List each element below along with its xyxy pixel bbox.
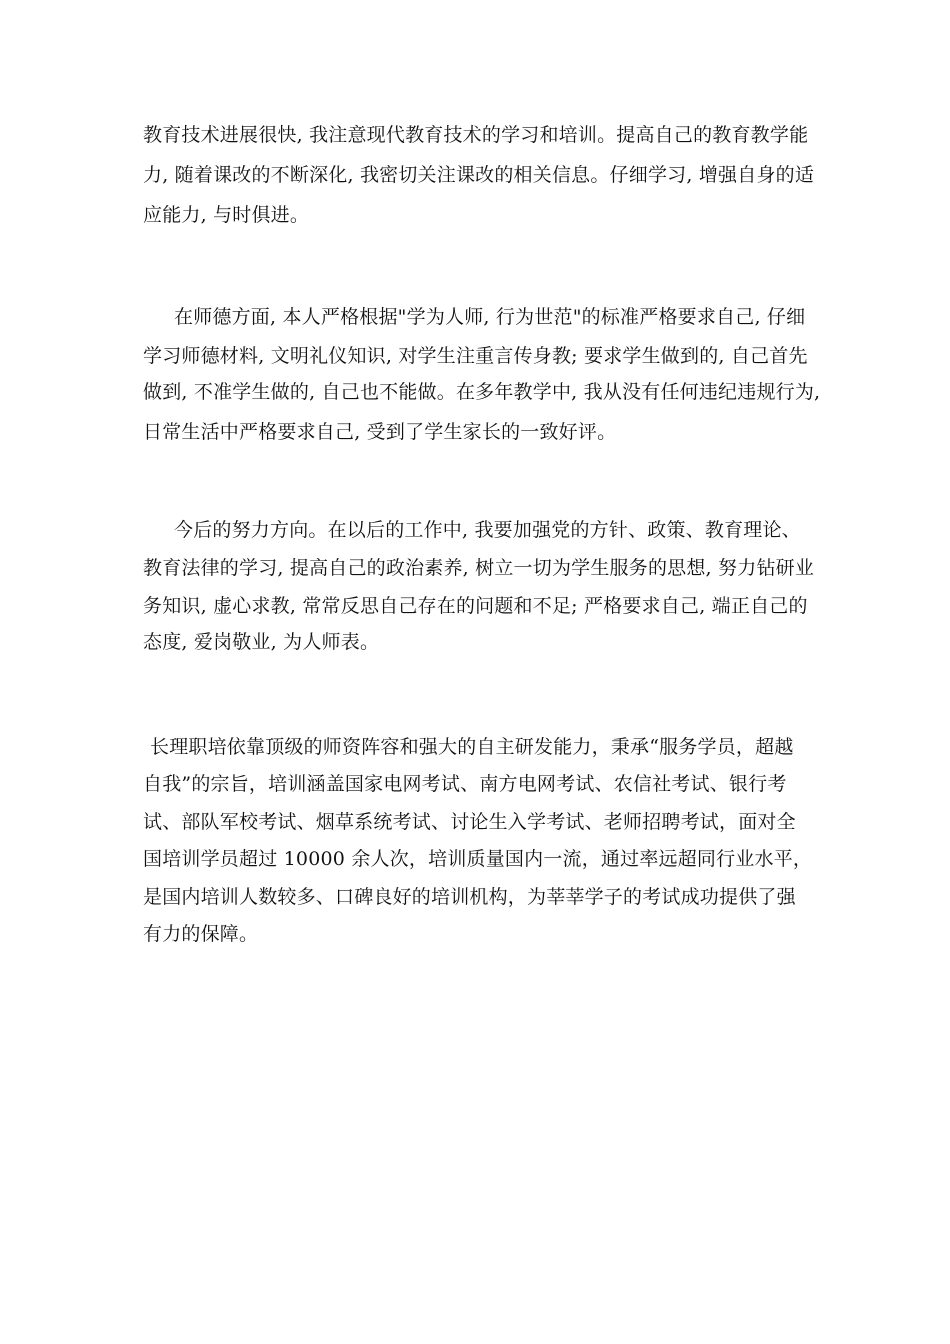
text-line: 长理职培依靠顶级的师资阵容和强大的自主研发能力，秉承“服务学员，超越 [150, 736, 794, 758]
text-line: 教育技术进展很快, 我注意现代教育技术的学习和培训。提高自己的教育教学能 [143, 124, 809, 146]
text-line: 在师德方面, 本人严格根据"学为人师, 行为世范"的标准严格要求自己, 仔细 [174, 306, 806, 328]
text-line: 力, 随着课改的不断深化, 我密切关注课改的相关信息。仔细学习, 增强自身的适 [143, 164, 815, 186]
text-line: 务知识, 虚心求教, 常常反思自己存在的问题和不足; 严格要求自己, 端正自己的 [143, 595, 808, 617]
text-line: 做到, 不准学生做的, 自己也不能做。在多年教学中, 我从没有任何违纪违规行为, [143, 381, 821, 403]
text-line: 有力的保障。 [143, 923, 259, 945]
text-line: 国培训学员超过 10000 余人次，培训质量国内一流，通过率远超同行业水平， [143, 848, 813, 870]
text-line: 态度, 爱岗敬业, 为人师表。 [143, 631, 380, 653]
text-line: 自我”的宗旨，培训涵盖国家电网考试、南方电网考试、农信社考试、银行考 [143, 773, 787, 795]
text-line: 教育法律的学习, 提高自己的政治素养, 树立一切为学生服务的思想, 努力钻研业 [143, 557, 815, 579]
text-line: 日常生活中严格要求自己, 受到了学生家长的一致好评。 [143, 421, 617, 443]
text-line: 试、部队军校考试、烟草系统考试、讨论生入学考试、老师招聘考试，面对全 [143, 811, 796, 833]
text-line: 应能力, 与时俱进。 [143, 204, 310, 226]
text-line: 是国内培训人数较多、口碑良好的培训机构，为莘莘学子的考试成功提供了强 [143, 886, 796, 908]
text-line: 学习师德材料, 文明礼仪知识, 对学生注重言传身教; 要求学生做到的, 自己首先 [143, 345, 808, 367]
text-line: 今后的努力方向。在以后的工作中, 我要加强党的方针、政策、教育理论、 [174, 519, 801, 541]
